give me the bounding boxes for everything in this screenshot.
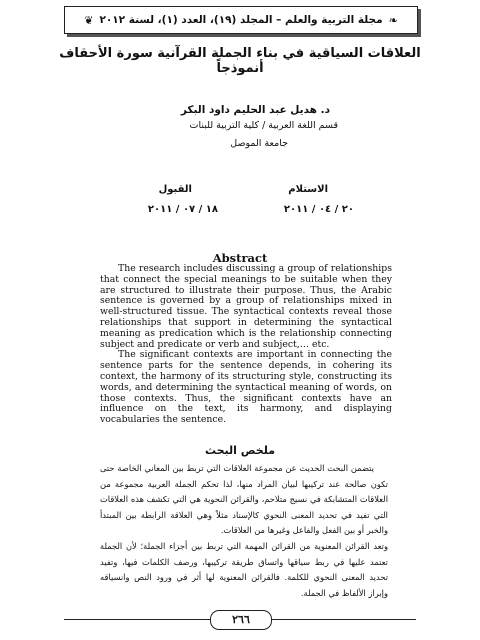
abstract-paragraph-2: The significant contexts are important in connecting the sentence parts for the sentence depends, in cohering its context, the harmony of its structuring style, constructing its words, and determining the syntactical meaning of words, on those contexts. Thus, the significant contexts have an influence on the text, its harmony, and displaying vocabularies the sentence. bbox=[100, 349, 392, 426]
arabic-summary-body bbox=[100, 461, 388, 601]
journal-header bbox=[64, 6, 418, 34]
department: قسم اللغة العربية / كلية التربية للبنات bbox=[189, 120, 338, 131]
accepted-date: ١٨ / ٠٧ / ٢٠١١ bbox=[147, 204, 218, 215]
received-label: الاستلام bbox=[288, 184, 328, 195]
arabic-summary-heading: ملخص البحث bbox=[204, 444, 276, 457]
abstract-paragraph-1: The research includes discussing a group of relationships that connect the special meanings to be suitable when they are structured to illustrate their purpose. Thus, the Arabic sentence is governed by a group of relationships mixed in well-structured tissue. The syntactical contexts reveal those relationships that support in determining the syntactical meaning as predication which is the relationship connecting subject and predicate or verb and subject,… etc. bbox=[100, 263, 392, 350]
arabic-paragraph-2: وتعد القرائن المعنوية من القرائن المهمة التي تربط بين أجزاء الجملة؛ لأن الجملة تعتمد عليها في ربط سياقها واتساق طريقة تركيبها، ورصف الكلمات فيها، وتفيد تحديد المعنى النحوي للكلمة. فالقرائن المعنوية لها أثر في ورود النص وانسياقه وإبراز الألفاظ في الجملة. bbox=[100, 540, 388, 598]
abstract-heading: Abstract bbox=[212, 251, 268, 265]
ornament-right-icon: ❦ bbox=[84, 13, 94, 27]
university: جامعة الموصل bbox=[230, 138, 288, 149]
accepted-label: القبول bbox=[158, 184, 192, 195]
journal-header-text: مجلة التربية والعلم – المجلد (١٩)، العدد (١)، لسنة ٢٠١٢ bbox=[99, 14, 383, 26]
author-name: د. هديل عبد الحليم داود البكر bbox=[180, 104, 330, 116]
page-footer bbox=[64, 608, 416, 632]
received-date: ٢٠ / ٠٤ / ٢٠١١ bbox=[283, 204, 354, 215]
page-number: ٢٦٦ bbox=[210, 610, 272, 630]
abstract-body bbox=[100, 264, 392, 426]
arabic-paragraph-1: يتضمن البحث الحديث عن مجموعة العلاقات التي تربط بين المعاني الخاصة حتى تكون صالحة عند تركيبها لبيان المراد منها، لذا تحكم الجملة العربية مجموعة من العلاقات المتشابكة في نسيج متلاحم، والقرائن النحوية هي التي تكشف هذه العلاقات التي تفيد في تحديد المعنى النحوي كالإسناد مثلاً وهي العلاقة الرابطة بين المبتدأ والخبر أو بين الفعل والفاعل وغيرها من العلاقات. bbox=[100, 463, 388, 536]
ornament-left-icon: ❧ bbox=[388, 13, 398, 27]
paper-title: العلاقات السياقية في بناء الجملة القرآنية سورة الأحقاف أنموذجاً bbox=[59, 46, 421, 76]
